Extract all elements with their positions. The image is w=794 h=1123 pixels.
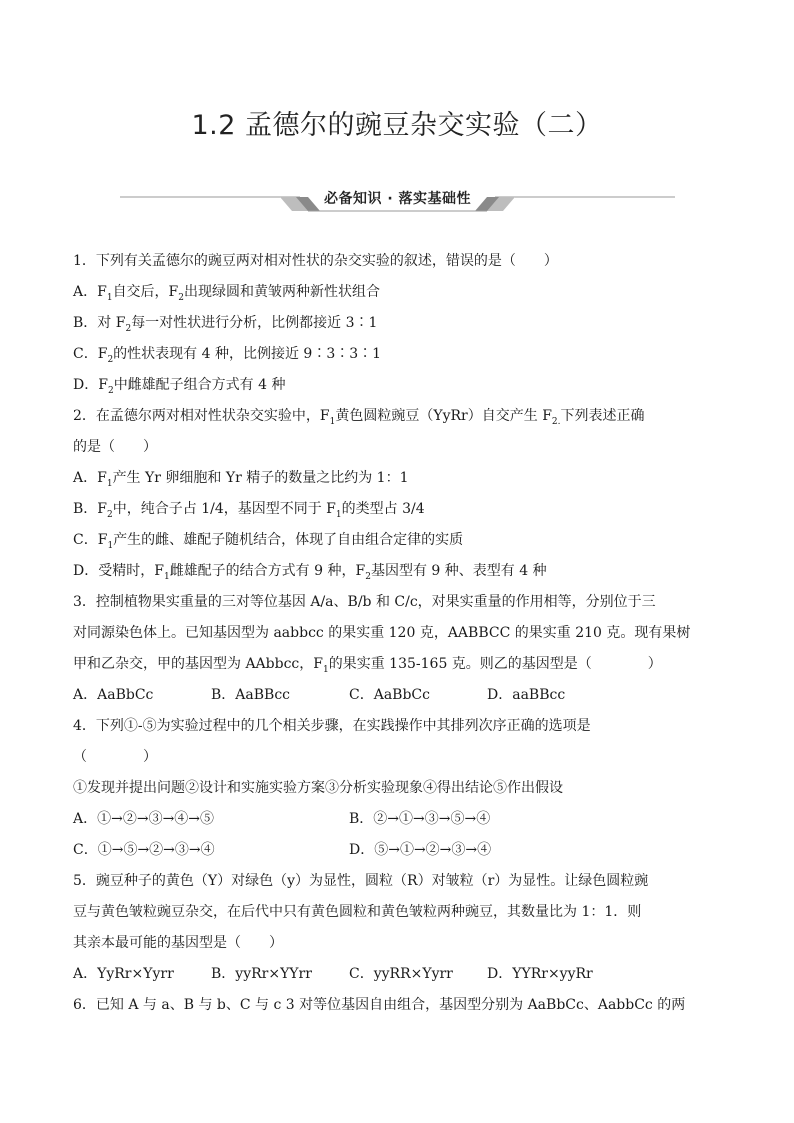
q3-option-b: B．AaBBcc [211, 687, 291, 703]
q2-option-a: A．$F_1$产生 Yr 卵细胞和 Yr 精子的数量之比约为 1：1 [73, 470, 409, 489]
q4-steps: ①发现并提出问题②设计和实施实验方案③分析实验现象④得出结论⑤作出假设 [73, 780, 563, 796]
q5-option-c: C．yyRR×Yyrr [349, 966, 453, 982]
q3-option-c: C．AaBbCc [349, 687, 430, 703]
q1-stem: 1．下列有关孟德尔的豌豆两对相对性状的杂交实验的叙述，错误的是（ ） [73, 253, 558, 269]
q4-stem-line1: 4．下列①-⑤为实验过程中的几个相关步骤，在实践操作中其排列次序正确的选项是 [73, 718, 591, 734]
q4-option-b: B．②→①→③→⑤→④ [349, 811, 491, 827]
q4-option-c: C．①→⑤→②→③→④ [73, 842, 215, 858]
q5-stem-line1: 5．豌豆种子的黄色（Y）对绿色（y）为显性，圆粒（R）对皱粒（r）为显性。让绿色圆粒豌 [73, 873, 649, 889]
q3-options [73, 680, 733, 711]
q4-stem-line2: （ ） [73, 749, 157, 765]
q1-option-c: C．$F_2$的性状表现有 4 种，比例接近 9∶3∶3∶1 [73, 346, 382, 365]
q5-option-b: B．yyRr×YYrr [211, 966, 312, 982]
q3-option-a: A．AaBbCc [73, 687, 154, 703]
q5-option-a: A．YyRr×Yyrr [73, 966, 174, 982]
q4-option-a: A．①→②→③→④→⑤ [73, 811, 215, 827]
page-title: 1.2 孟德尔的豌豆杂交实验（二） [191, 110, 603, 141]
q4-option-d: D．⑤→①→②→③→④ [349, 842, 492, 858]
q3-stem-line2: 对同源染色体上。已知基因型为 aabbcc 的果实重 120 克，AABBCC 的果实重 210 克。现有果树 [73, 625, 691, 641]
q4-options-cd [73, 835, 733, 866]
q4-options-ab [73, 804, 733, 835]
q5-stem-line2: 豆与黄色皱粒豌豆杂交，在后代中只有黄色圆粒和黄色皱粒两种豌豆，其数量比为 1：1．则 [73, 904, 642, 920]
q2-option-d: D．受精时，$F_1$雌雄配子的结合方式有 9 种，$F_2$基因型有 9 种、表型有 4 种 [73, 563, 547, 582]
q5-options [73, 959, 733, 990]
q1-option-a: A．$F_1$自交后，$F_2$出现绿圆和黄皱两种新性状组合 [73, 284, 381, 303]
banner-title: 必备知识 · 落实基础性 [323, 191, 472, 207]
q5-stem-line3: 其亲本最可能的基因型是（ ） [73, 935, 283, 951]
q2-option-c: C．$F_1$产生的雌、雄配子随机结合，体现了自由组合定律的实质 [73, 532, 464, 551]
q3-stem-line3: 甲和乙杂交，甲的基因型为 AAbbcc，$F_1$的果实重 135-165 克。则乙的基因型是（ ） [73, 656, 662, 675]
q1-option-b: B．对 $F_2$每一对性状进行分析，比例都接近 3∶1 [73, 315, 378, 334]
q1-option-d: D．$F_2$中雌雄配子组合方式有 4 种 [73, 377, 286, 396]
q2-stem-line1: 2．在孟德尔两对相对性状杂交实验中，$F_1$黄色圆粒豌豆（YyRr）自交产生 $F_{2.}$下列表述正确 [73, 408, 645, 427]
q3-option-d: D．aaBBcc [487, 687, 566, 703]
q2-option-b: B．$F_2$中，纯合子占 1/4，基因型不同于 $F_1$的类型占 3/4 [73, 501, 425, 520]
q5-option-d: D．YYRr×yyRr [487, 966, 593, 982]
q6-stem-line1: 6．已知 A 与 a、B 与 b、C 与 c 3 对等位基因自由组合，基因型分别为 AaBbCc、AabbCc 的两 [73, 997, 686, 1013]
section-banner [120, 186, 675, 212]
question-list [73, 246, 733, 1021]
q2-stem-line2: 的是（ ） [73, 439, 157, 455]
q3-stem-line1: 3．控制植物果实重量的三对等位基因 A/a、B/b 和 C/c，对果实重量的作用相等，分别位于三 [73, 594, 656, 610]
